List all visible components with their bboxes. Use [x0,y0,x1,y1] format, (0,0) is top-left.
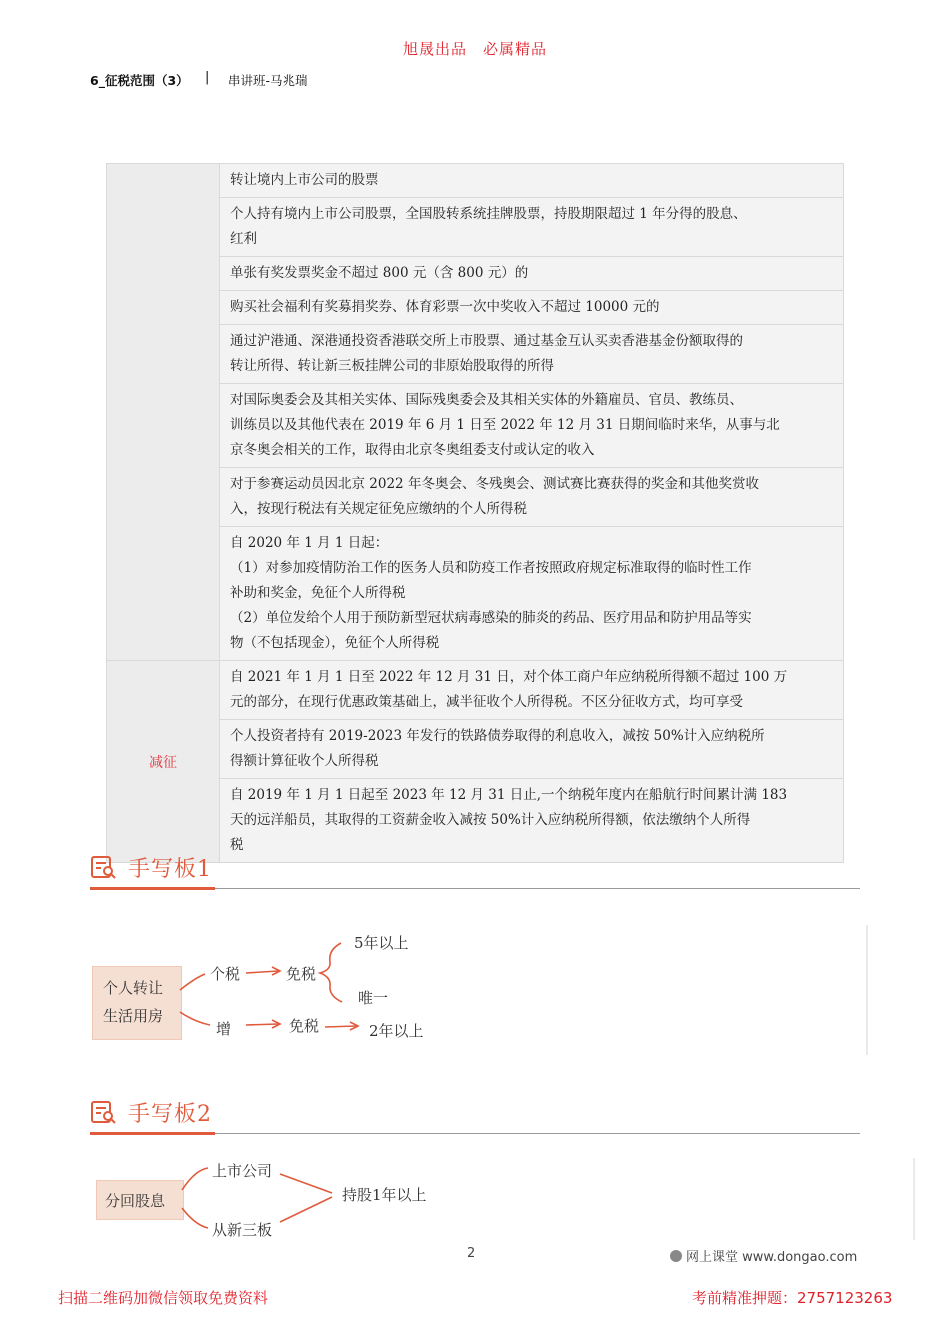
board1-exempt-label: 免税 [286,965,317,983]
table-cell: 通过沪港通、深港通投资香港联交所上市股票、通过基金互认买卖香港基金份额取得的 转让所得、转让新三板挂牌公司的非原始股取得的所得 [220,325,844,384]
table-cell: 对国际奥委会及其相关实体、国际残奥委会及其相关实体的外籍雇员、官员、教练员、 训练员以及其他代表在 2019 年 6 月 1 日至 2022 年 12 月 31 日期间临时来华，从事与北 京冬奥会相关的工作，取得由北京冬奥组委支付或认定的收入 [220,384,844,468]
board1-vat-label: 增 [216,1020,232,1038]
top-banner: 旭晟出品 必属精品 [402,40,547,58]
category-cell-reduce: 减征 [107,661,220,863]
board1-exempt2-label: 免税 [289,1017,320,1035]
table-cell: 个人投资者持有 2019-2023 年发行的铁路债券取得的利息收入，减按 50%计入应纳税所 得额计算征收个人所得税 [220,720,844,779]
promo-left: 扫描二维码加微信领取免费资料 [58,1289,269,1307]
table-cell: 对于参赛运动员因北京 2022 年冬奥会、冬残奥会、测试赛比赛获得的奖金和其他奖赏收 入，按现行税法有关规定征免应缴纳的个人所得税 [220,468,844,527]
table-cell: 自 2019 年 1 月 1 日起至 2023 年 12 月 31 日止,一个纳税年度内在船航行时间累计满 183 天的远洋船员，其取得的工资薪金收入减按 50%计入应纳税所得额，依法缴纳个人所得 税 [220,779,844,863]
board2-listed-label: 上市公司 [212,1162,273,1180]
course-name: 串讲班-马兆瑞 [228,73,308,88]
board2-neeq-label: 从新三板 [212,1221,273,1239]
board1-title: 手写板1 [128,857,212,882]
lesson-title: 6_征税范围（3） [90,73,189,88]
board2-title: 手写板2 [128,1102,212,1127]
header-separator: | [205,70,210,85]
page-number: 2 [467,1246,476,1261]
board1-only-one-label: 唯一 [358,989,389,1007]
brand-text: 网上课堂 www.dongao.com [686,1250,858,1265]
board1-tax-label: 个税 [210,965,241,983]
board1-two-years-label: 2年以上 [369,1022,424,1040]
table-cell: 自 2021 年 1 月 1 日至 2022 年 12 月 31 日，对个体工商户年应纳税所得额不超过 100 万 元的部分，在现行优惠政策基础上，减半征收个人所得税。不区分征收方式，均可享受 [220,661,844,720]
board2-box-label: 分回股息 [105,1192,166,1210]
table-cell: 转让境内上市公司的股票 [220,164,844,198]
board1-five-years-label: 5年以上 [354,934,409,952]
brand-logo-icon [670,1250,682,1262]
table-cell: 购买社会福利有奖募捐奖券、体育彩票一次中奖收入不超过 10000 元的 [220,291,844,325]
promo-right: 考前精准押题：2757123263 [692,1289,893,1307]
footer-brand [670,1246,857,1265]
table-cell: 单张有奖发票奖金不超过 800 元（含 800 元）的 [220,257,844,291]
board1-box-line2: 生活用房 [103,1007,164,1025]
table-cell: 个人持有境内上市公司股票，全国股转系统挂牌股票，持股期限超过 1 年分得的股息、 红利 [220,198,844,257]
board2-holding-label: 持股1年以上 [342,1186,427,1204]
table-cell: 自 2020 年 1 月 1 日起： （1）对参加疫情防治工作的医务人员和防疫工作者按照政府规定标准取得的临时性工作 补助和奖金，免征个人所得税 （2）单位发给个人用于预防新型冠状病毒感染的肺炎的药品、医疗用品和防护用品等实 物（不包括现金），免征个人所得税 [220,527,844,661]
board1-box-line1: 个人转让 [103,979,164,997]
